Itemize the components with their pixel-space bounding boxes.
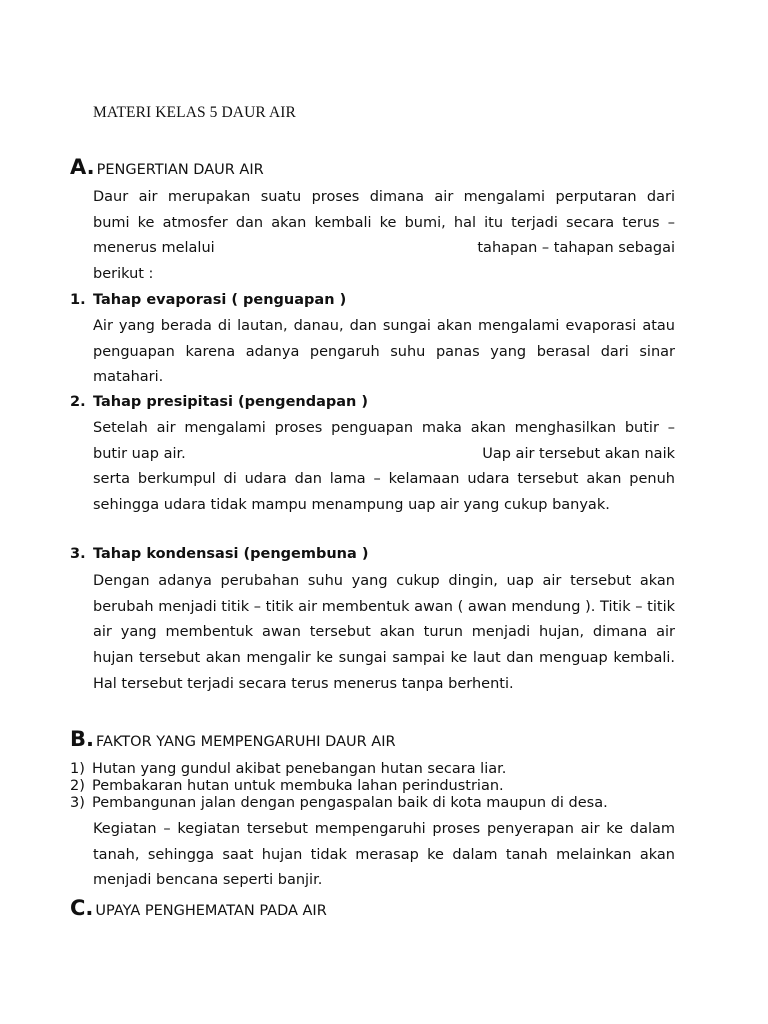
section-a-heading [70,155,264,179]
intro-line-1: Daur air merupakan suatu proses dimana air mengalami perputaran dari [93,189,675,205]
step-2-number: 2. [70,394,86,410]
step-3-heading [70,546,368,562]
section-b-closing: Kegiatan – kegiatan tersebut mempengaruhi proses penyerapan air ke dalam tanah, sehingga saat hujan tidak merasap ke dalam tanah melainkan akan menjadi bencana seperti banjir. [93,821,675,889]
factor-text: Pembakaran hutan untuk membuka lahan perindustrian. [92,778,504,794]
factors-list [70,761,608,812]
document-title: MATERI KELAS 5 DAUR AIR [93,104,296,121]
step-1-heading [70,292,346,308]
section-a-title: PENGERTIAN DAUR AIR [96,162,264,178]
section-a-letter: A. [70,155,95,179]
step-3-body: Dengan adanya perubahan suhu yang cukup dingin, uap air tersebut akan berubah menjadi titik – titik air membentuk awan ( awan mendung ). Titik – titik air yang membentuk awan tersebut akan turun menjadi hujan, dimana air hujan tersebut akan mengalir ke sungai sampai ke laut dan menguap kembali. Hal tersebut terjadi secara terus menerus tanpa berhenti. [93,573,675,692]
intro-line-4: berikut : [93,266,154,283]
step-2-split-right: Uap air tersebut akan naik [482,445,675,462]
step-3-title: Tahap kondensasi (pengembuna ) [93,546,369,562]
factor-item [70,761,608,778]
step-1-body: Air yang berada di lautan, danau, dan sungai akan mengalami evaporasi atau penguapan karena adanya pengaruh suhu panas yang berasal dari sinar matahari. [93,318,675,386]
section-c-heading [70,896,327,920]
step-2-rest: serta berkumpul di udara dan lama – kelamaan udara tersebut akan penuh sehingga udara tidak mampu menampung uap air yang cukup banyak. [93,471,675,514]
step-2-body [93,416,675,519]
intro-split-left: menerus melalui [93,240,215,257]
step-3-number: 3. [70,546,86,562]
step-1-number: 1. [70,292,86,308]
section-b-letter: B. [70,727,94,751]
step-1-title: Tahap evaporasi ( penguapan ) [93,292,347,308]
section-c-title: UPAYA PENGHEMATAN PADA AIR [95,903,327,919]
factor-item [70,778,608,795]
factor-item [70,795,608,812]
section-b-heading [70,727,396,751]
step-2-line-2 [93,442,675,468]
factor-number: 3) [70,795,85,811]
intro-line-3 [93,236,675,262]
intro-split-right: tahapan – tahapan sebagai [477,240,675,257]
step-2-heading [70,394,368,410]
factor-number: 2) [70,778,85,794]
step-2-line-1: Setelah air mengalami proses penguapan maka akan menghasilkan butir – [93,420,675,436]
factor-number: 1) [70,761,85,777]
factor-text: Pembangunan jalan dengan pengaspalan baik di kota maupun di desa. [92,795,608,811]
factor-text: Hutan yang gundul akibat penebangan hutan secara liar. [92,761,507,777]
section-a-intro [93,185,675,288]
step-2-title: Tahap presipitasi (pengendapan ) [93,394,369,410]
intro-line-2: bumi ke atmosfer dan akan kembali ke bumi, hal itu terjadi secara terus – [93,214,675,231]
section-b-title: FAKTOR YANG MEMPENGARUHI DAUR AIR [95,734,396,750]
section-c-letter: C. [70,896,94,920]
step-2-split-left: butir uap air. [93,445,186,462]
